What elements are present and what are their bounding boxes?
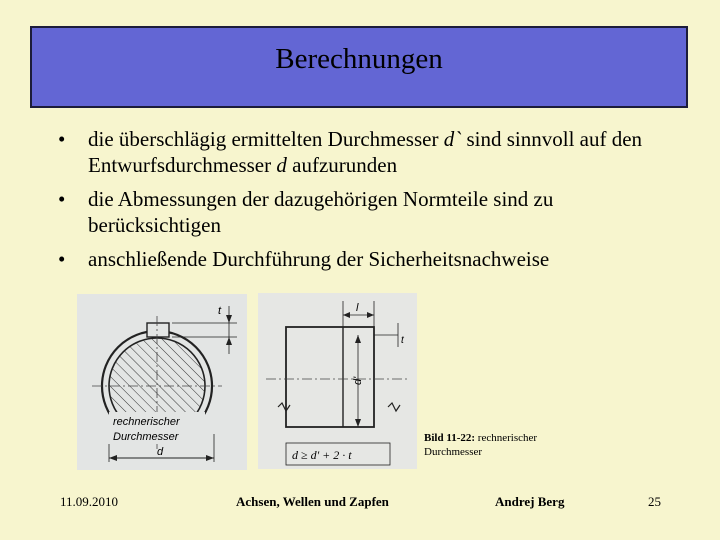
shaft-cross-section-drawing bbox=[77, 294, 247, 470]
bullet-marker: • bbox=[58, 187, 66, 211]
caption-text: rechnerischer Durchmesser bbox=[424, 432, 538, 458]
bullet-symbol-d: d bbox=[276, 153, 287, 177]
footer-date: 11.09.2010 bbox=[60, 494, 119, 509]
footer-page-number: 25 bbox=[648, 494, 661, 509]
bullet-marker: • bbox=[58, 247, 66, 271]
label-t: t bbox=[218, 305, 222, 317]
shaft-cross-section-figure bbox=[77, 294, 247, 470]
bullet-text-part: sind sinnvoll auf den Entwurfsdurchmesser bbox=[88, 127, 643, 177]
bullet-item bbox=[58, 126, 678, 178]
formula-label: d ≥ d' + 2 · t bbox=[292, 448, 352, 462]
bullet-text: die Abmessungen der dazugehörigen Normteile sind zu berücksichtigen bbox=[88, 187, 554, 237]
figure-caption bbox=[424, 431, 584, 459]
bullet-symbol-d-prime: d` bbox=[443, 127, 462, 151]
bullet-item bbox=[58, 186, 678, 238]
label-rechnerischer: rechnerischer bbox=[113, 416, 180, 428]
footer-author: Andrej Berg bbox=[495, 494, 565, 509]
label-durchmesser: Durchmesser bbox=[113, 431, 179, 443]
shaft-side-view-figure bbox=[258, 293, 417, 469]
shaft-side-view-drawing bbox=[258, 293, 417, 469]
bullet-text: anschließende Durchführung der Sicherheitsnachweise bbox=[88, 247, 550, 271]
bullet-item bbox=[58, 246, 678, 272]
caption-reference: Bild 11-22: bbox=[424, 432, 476, 444]
footer-topic: Achsen, Wellen und Zapfen bbox=[236, 494, 389, 509]
label-d: d bbox=[157, 446, 164, 458]
bullet-text-part: die überschlägig ermittelten Durchmesser bbox=[88, 127, 444, 151]
label-d-prime: d' bbox=[352, 376, 364, 385]
bullet-list bbox=[58, 126, 678, 280]
label-l: l bbox=[356, 302, 359, 314]
keyway-notch bbox=[147, 323, 169, 337]
slide-title-box bbox=[30, 26, 688, 108]
bullet-marker: • bbox=[58, 127, 66, 151]
slide-title: Berechnungen bbox=[275, 42, 443, 75]
label-t-right: t bbox=[401, 335, 404, 346]
bullet-text-part: aufzurunden bbox=[286, 153, 398, 177]
